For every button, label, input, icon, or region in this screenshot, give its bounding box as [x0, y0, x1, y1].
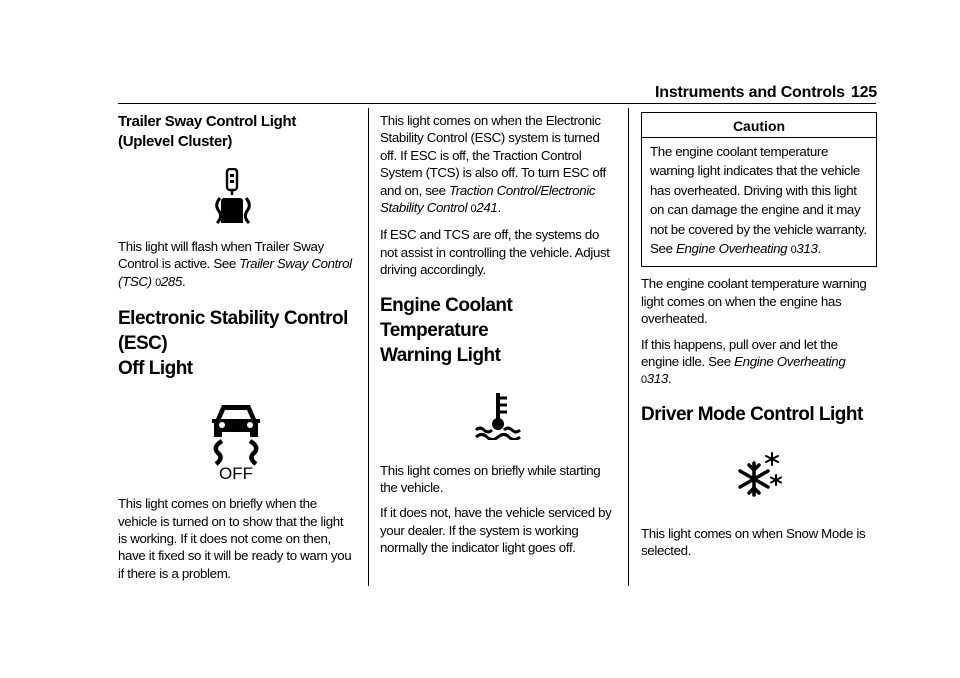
engine-overheating-xref[interactable]: Engine Overheating: [675, 241, 788, 257]
caution-box: [641, 112, 877, 267]
caution-text: The engine coolant temperature warning light indicates that the vehicle has overheated. Driving with this light on can damage the engine and it may not be covered by the vehicle warranty. See Engine Overheating 0313.: [650, 144, 867, 257]
xref-arrow-icon: 0: [790, 244, 797, 257]
xref-arrow-icon: 0: [641, 374, 647, 387]
engine-overheating-xref[interactable]: Engine Overheating: [734, 354, 846, 370]
snow-mode-text: This light comes on when Snow Mode is selected.: [641, 525, 866, 559]
traction-control-xref-page[interactable]: 241: [476, 200, 498, 216]
coolant-paragraph-1: This light comes on briefly while starting the vehicle.: [380, 462, 601, 496]
column-divider: [368, 108, 369, 586]
overheat-paragraph-1: The engine coolant temperature warning light comes on when the engine has overheated.: [641, 276, 867, 327]
overheat-paragraph-2: If this happens, pull over and let the engine idle. See Engine Overheating 0313.: [641, 336, 846, 387]
trailer-sway-xref[interactable]: Trailer Sway Control (TSC): [118, 256, 352, 289]
section-title: Instruments and Controls: [655, 84, 845, 101]
esc-paragraph-2: If ESC and TCS are off, the systems do not assist in controlling the vehicle. Adjust driving accordingly.: [380, 227, 610, 278]
esc-off-icon-label: OFF: [219, 464, 253, 482]
column-divider: [628, 108, 629, 586]
esc-paragraph-1: This light comes on when the Electronic Stability Control (ESC) system is turned off. If ESC is off, the Traction Control System (TCS) is also off. To turn ESC off and on, see Traction Control/Electronic Stability Control 0241.: [380, 113, 606, 216]
page-number: 125: [850, 84, 877, 101]
caution-title: Caution: [642, 113, 876, 138]
esc-off-icon: [118, 401, 354, 481]
xref-arrow-icon: 0: [470, 203, 477, 216]
trailer-sway-heading: Trailer Sway Control Light (Uplevel Cluster): [118, 113, 297, 150]
esc-off-heading-1: Electronic Stability Control (ESC): [118, 308, 348, 355]
column-2: [380, 112, 616, 565]
esc-off-text: This light comes on briefly when the vehicle is turned on to show that the light is working. If it does not come on then, have it fixed so it will be ready to warn you if there is a problem.: [118, 496, 352, 581]
coolant-heading-1: Engine Coolant Temperature: [380, 294, 513, 341]
trailer-sway-icon: [118, 168, 354, 226]
traction-control-xref[interactable]: Traction Control/Electronic Stability Control: [380, 182, 596, 216]
header-rule: [118, 103, 876, 104]
column-1: [118, 112, 354, 590]
coolant-heading-2: Warning Light: [380, 344, 501, 366]
esc-off-heading-2: Off Light: [118, 358, 193, 380]
xref-arrow-icon: 0: [155, 276, 161, 289]
driver-mode-heading: Driver Mode Control Light: [641, 403, 863, 425]
coolant-paragraph-2: If it does not, have the vehicle serviced by your dealer. If the system is working normally the indicator light goes off.: [380, 505, 612, 556]
snow-mode-icon: [641, 451, 877, 499]
coolant-temperature-icon: [380, 390, 616, 440]
trailer-sway-text: This light will flash when Trailer Sway Control is active. See Trailer Sway Control (TSC) 0285.: [118, 239, 352, 289]
engine-overheating-xref-page[interactable]: 313: [796, 241, 818, 257]
column-3: [641, 112, 877, 568]
engine-overheating-xref-page[interactable]: 313: [646, 371, 668, 387]
trailer-sway-xref-page[interactable]: 285: [160, 273, 182, 289]
